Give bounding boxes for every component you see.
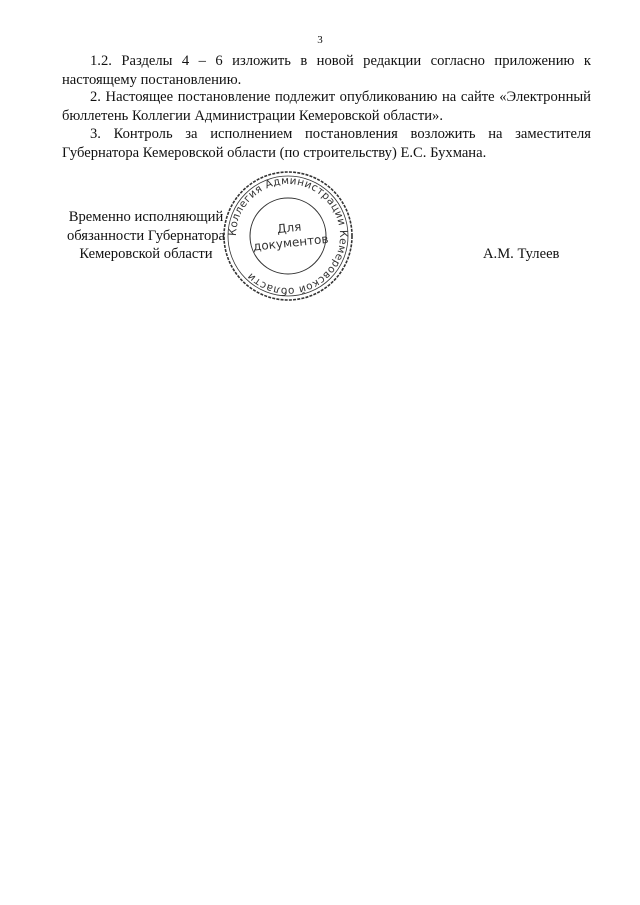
page-number: 3 — [317, 34, 323, 46]
position-line-3: Кемеровской области — [79, 246, 213, 262]
seal-ring-text: Коллегия Администрации Кемеровской области — [226, 174, 350, 298]
seal-center-line-2: документов — [252, 231, 330, 254]
signatory-name: А.М. Тулеев — [483, 246, 560, 262]
seal-center-line-1: Для — [276, 219, 302, 237]
paragraph-3: 3. Контроль за исполнением постановления возложить на заместителя Губернатора Кемеровской области (по строительству) Е.С. Бухмана. — [62, 126, 591, 161]
position-line-1: Временно исполняющий — [68, 209, 224, 225]
paragraph-1-2: 1.2. Разделы 4 – 6 изложить в новой редакции согласно приложению к настоящему постановлению. — [62, 53, 591, 88]
official-seal-stamp — [220, 168, 356, 304]
paragraph-2: 2. Настоящее постановление подлежит опубликованию на сайте «Электронный бюллетень Коллегии Администрации Кемеровской области». — [62, 89, 591, 124]
position-line-2: обязанности Губернатора — [66, 227, 226, 244]
seal-graphic — [220, 168, 356, 304]
signatory-position — [62, 208, 230, 264]
